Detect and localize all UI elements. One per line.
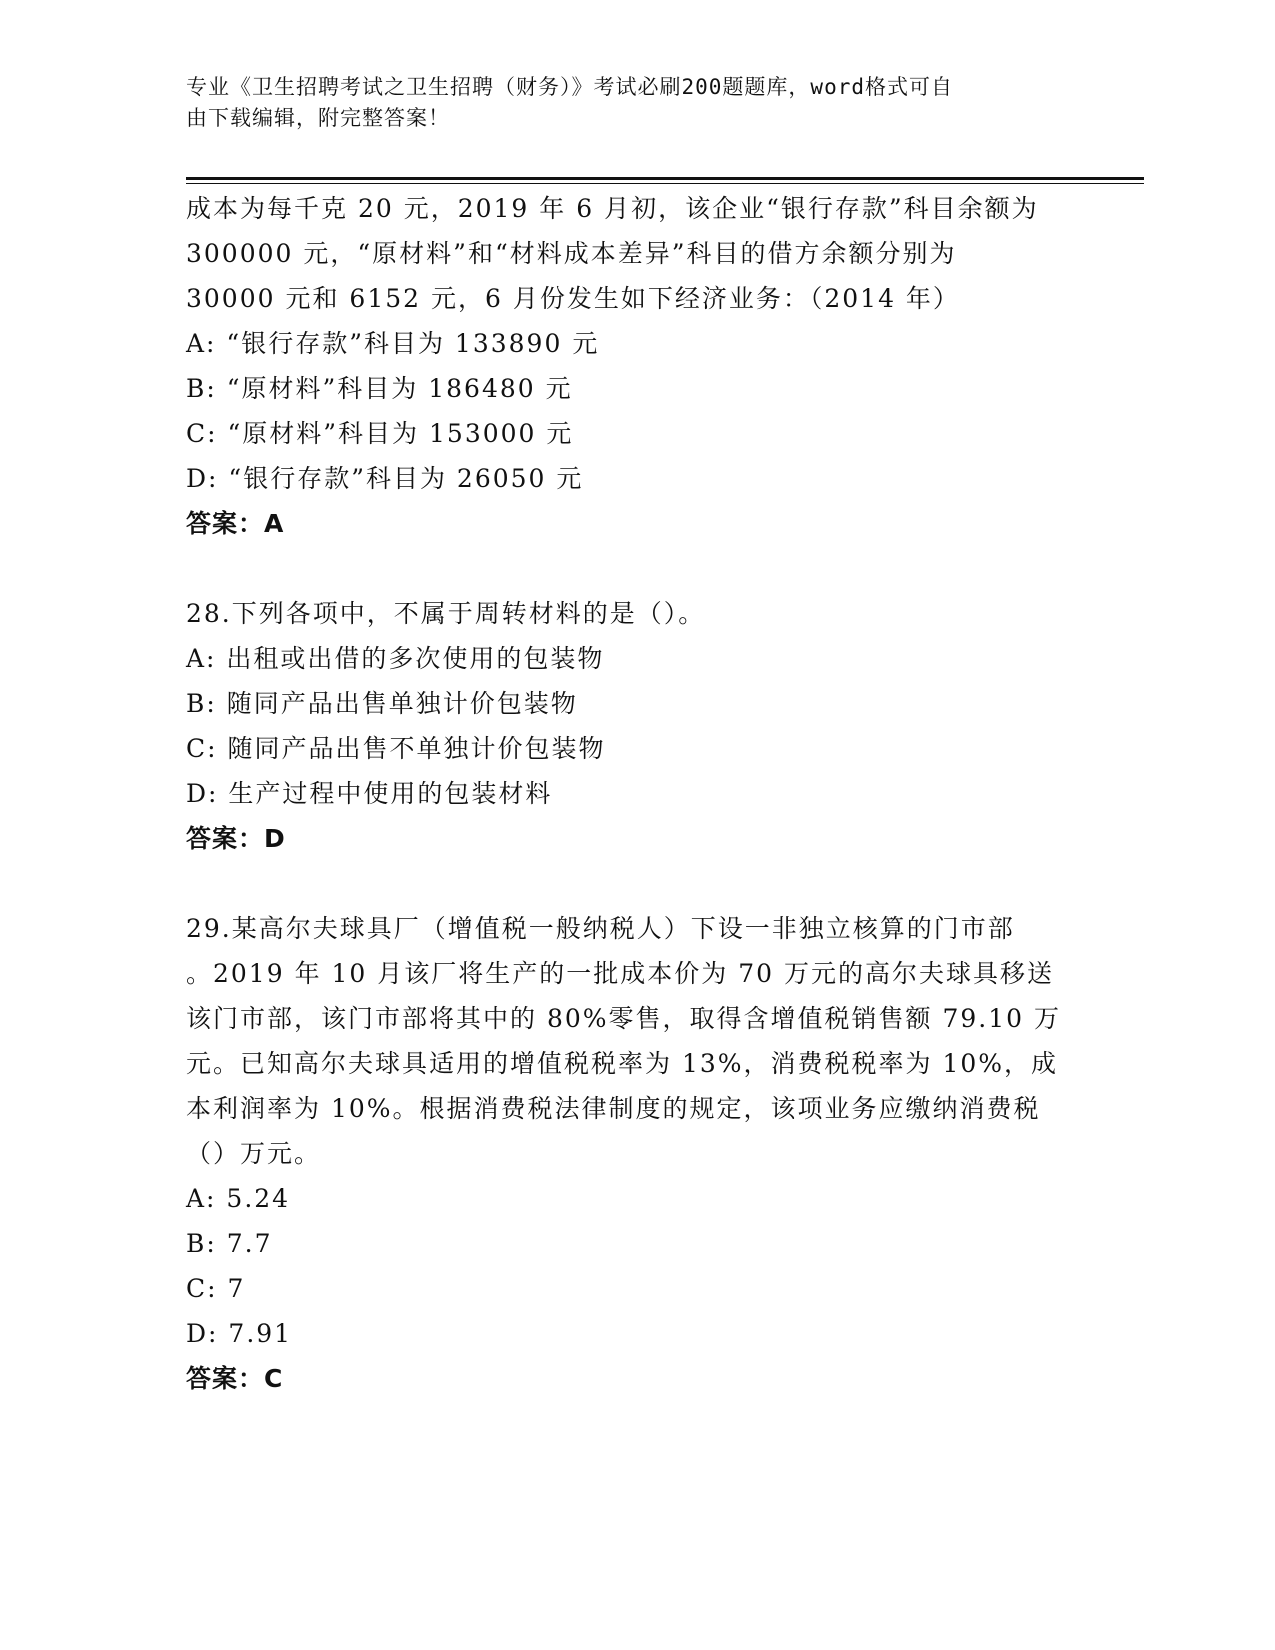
option-a: A: “银行存款”科目为 133890 元 xyxy=(186,329,600,358)
option-b: B: “原材料”科目为 186480 元 xyxy=(186,374,573,403)
question-stem-line: 该门市部，该门市部将其中的 80%零售，取得含增值税销售额 79.10 万 xyxy=(186,1004,1061,1033)
question-stem-line: 元。已知高尔夫球具适用的增值税税率为 13%，消费税税率为 10%，成 xyxy=(186,1049,1059,1078)
question-29 xyxy=(186,906,1086,1401)
question-stem-line: 成本为每千克 20 元，2019 年 6 月初，该企业“银行存款”科目余额为 xyxy=(186,194,1039,223)
question-stem-line: 300000 元，“原材料”和“材料成本差异”科目的借方余额分别为 xyxy=(186,239,957,268)
question-content xyxy=(186,186,1086,1401)
option-b: B: 随同产品出售单独计价包装物 xyxy=(186,689,578,718)
header-rule-thin xyxy=(186,183,1144,184)
option-d: D: 生产过程中使用的包装材料 xyxy=(186,779,553,808)
header-rule-thick xyxy=(186,177,1144,180)
question-stem-line: 28.下列各项中，不属于周转材料的是（）。 xyxy=(186,599,706,628)
header-line-1: 专业《卫生招聘考试之卫生招聘（财务）》考试必刷200题题库，word格式可自 xyxy=(186,75,953,99)
question-stem-line: （）万元。 xyxy=(186,1139,322,1168)
option-c: C: “原材料”科目为 153000 元 xyxy=(186,419,574,448)
question-stem-line: 本利润率为 10%。根据消费税法律制度的规定，该项业务应缴纳消费税 xyxy=(186,1094,1041,1123)
answer-label: 答案：C xyxy=(186,1364,284,1393)
question-stem-line: 。2019 年 10 月该厂将生产的一批成本价为 70 万元的高尔夫球具移送 xyxy=(186,959,1054,988)
question-stem-line: 29.某高尔夫球具厂（增值税一般纳税人）下设一非独立核算的门市部 xyxy=(186,914,1015,943)
question-spacer xyxy=(186,861,1086,906)
option-a: A: 5.24 xyxy=(186,1184,291,1213)
answer-label: 答案：D xyxy=(186,824,286,853)
answer-label: 答案：A xyxy=(186,509,285,538)
header-line-2: 由下载编辑，附完整答案！ xyxy=(186,106,450,130)
option-c: C: 随同产品出售不单独计价包装物 xyxy=(186,734,606,763)
option-d: D: “银行存款”科目为 26050 元 xyxy=(186,464,584,493)
question-27 xyxy=(186,186,1086,546)
option-b: B: 7.7 xyxy=(186,1229,273,1258)
document-header xyxy=(186,72,1066,134)
question-28 xyxy=(186,591,1086,861)
option-a: A: 出租或出借的多次使用的包装物 xyxy=(186,644,605,673)
option-d: D: 7.91 xyxy=(186,1319,293,1348)
option-c: C: 7 xyxy=(186,1274,246,1303)
question-stem-line: 30000 元和 6152 元，6 月份发生如下经济业务：（2014 年） xyxy=(186,284,960,313)
question-spacer xyxy=(186,546,1086,591)
